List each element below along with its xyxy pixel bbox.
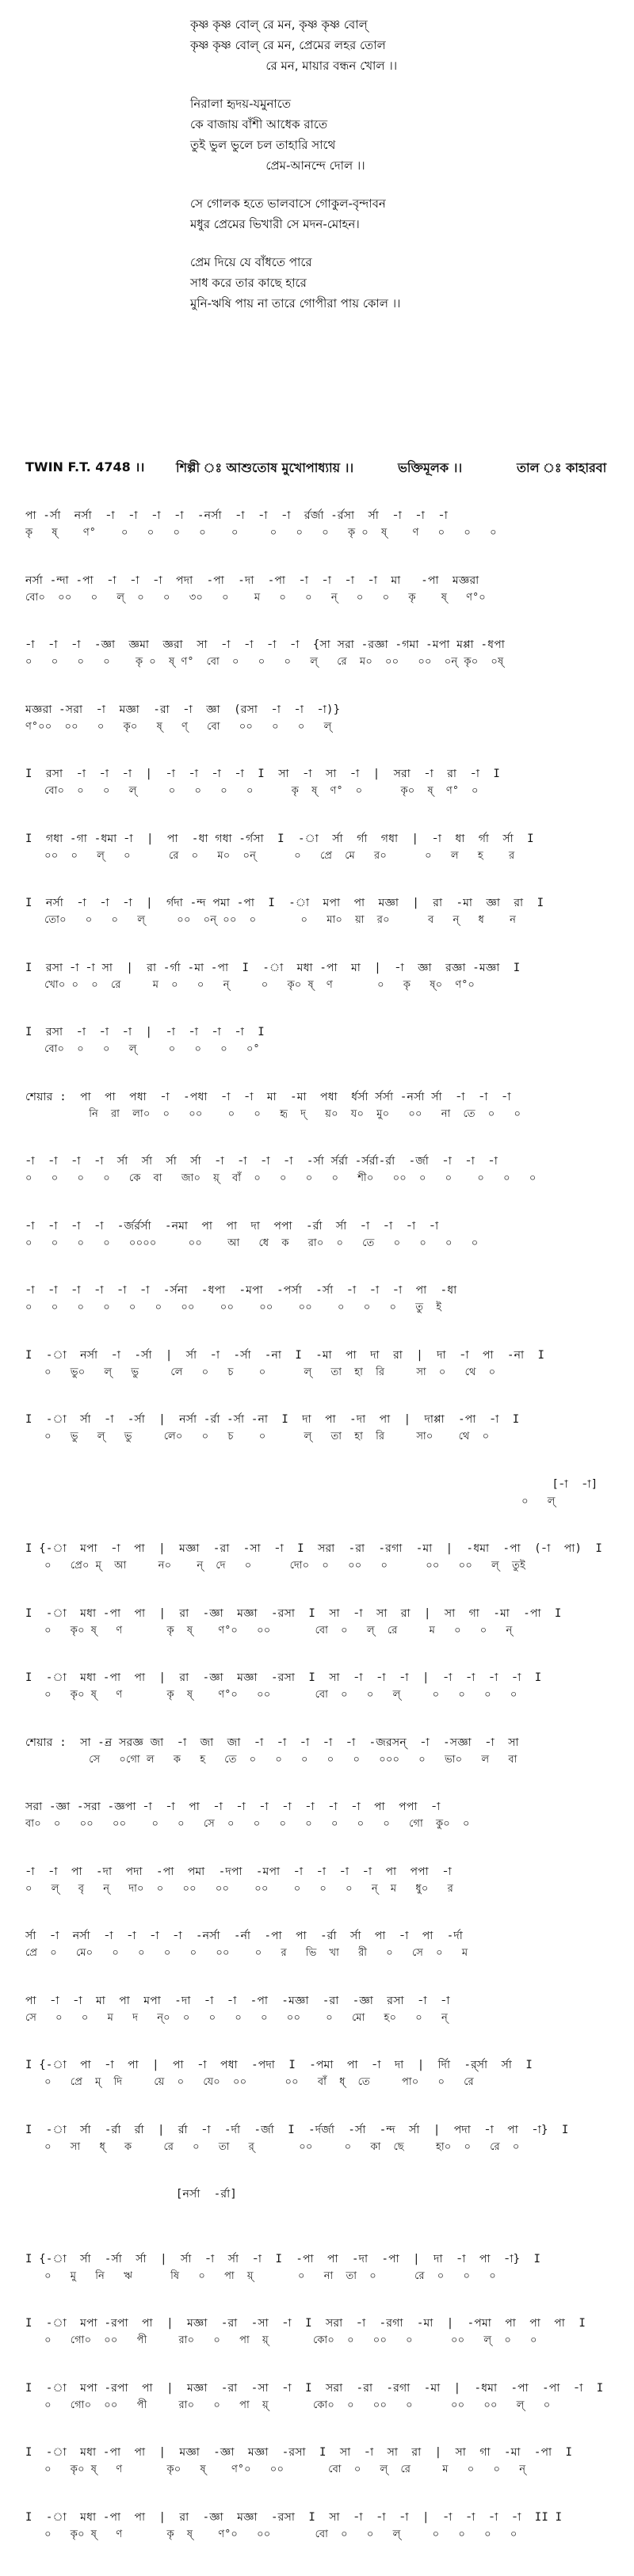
syllable-row: ০ কৃ০ ষ্ ণ কৃ০ ষ্ ণ°০ ০০ বো ০ ল্ রে ম ০ ০ ন্ <box>25 2464 526 2475</box>
notation-block <box>25 1282 612 1317</box>
notation-block <box>25 2444 612 2479</box>
swaralipi-row: I -া মপা -রপা পা | মজ্ঞা -রা -সা -া I সরা -া -রগা -মা | -পমা পা পা পা I <box>25 2317 586 2330</box>
notation-block <box>25 2315 612 2349</box>
notation-block <box>25 1992 612 2027</box>
syllable-row: ০ ভু০ ল্ ভু লে ০ চ ০ ল্ তা হা রি সা ০ থে ০ <box>25 1366 496 1378</box>
syllable-row: ০ প্রে ম্ দি য়ে ০ যে০ ০০ ০০ বাঁ ধ্ তে পা০ ০ রে <box>25 2076 474 2088</box>
lyrics-stanza <box>190 252 602 314</box>
lyric-line: নিরালা হৃদয়-যমুনাতে <box>190 97 292 111</box>
notation-block <box>25 1863 612 1898</box>
notation-block <box>25 1927 612 1962</box>
notation-block <box>25 507 612 542</box>
swaralipi-row: I {-া র্সা -র্সা র্সা | র্সা -া র্সা -া I -পা পা -দা -পা | দা -া পা -া} I <box>25 2252 541 2265</box>
notation-block <box>25 1023 612 1058</box>
artist-credit: শিল্পী ঃ আশুতোষ মুখোপাধ্যায় ।। <box>176 460 354 475</box>
syllable-row: নি রা লা০ ০ ০০ ০ ০ হৃ দ্ য়০ য০ মু০ ০০ না তে ০ ০ <box>25 1107 521 1120</box>
syllable-row: ণ°০০ ০০ ০ কৃ০ ষ্ ণ্ বো ০০ ০ ০ ল্ <box>25 720 332 733</box>
notation-block <box>25 2056 612 2091</box>
swaralipi-row: I -া মধা -পা পা | রা -জ্ঞা মজ্ঞা -রসা I সা -া সা রা | সা গা -মা -পা I <box>25 1606 562 1620</box>
swaralipi-row: I রসা -া -া -া | -া -া -া -া I <box>25 1026 265 1038</box>
syllable-row: সে ০ ০ ম দ ন্০ ০ ০ ০ ০ ০০ ০ মো হ০ ০ ন্ <box>25 2011 448 2024</box>
syllable-row: ০ সা ধ্ ক রে ০ তা র্ ০০ ০ কা ছে হা০ ০ রে ০ <box>25 2140 520 2153</box>
lyric-line: সাধ করে তার কাছে হারে <box>190 276 307 290</box>
swaralipi-row: I {-া মপা -া পা | মজ্ঞা -রা -সা -া I সরা -রা -রগা -মা | -ধমা -পা (-া পা) I <box>25 1542 603 1555</box>
swaralipi-row: -া -া -া -া -া -া -র্সনা -ধপা -মপা -পর্সা -র্সা -া -া -া পা -ধা <box>25 1284 457 1297</box>
syllable-row: ০ ০ ০ ০ ০০০০ ০০ আ ধে ক রা০ ০ তে ০ ০ ০ ০ <box>25 1237 479 1249</box>
swaralipi-row: পা -া -া মা পা মপা -দা -া -া -পা -মজ্ঞা -রা -জ্ঞা রসা -া -া <box>25 1994 450 2007</box>
notation-block <box>25 1605 612 1640</box>
notation-block <box>25 1669 612 1704</box>
syllable-row: সে ০গো ল ক হ তে ০ ০ ০ ০ ০ ০০০ ০ ভা০ ল বা <box>25 1753 518 1766</box>
syllable-row: ০ ০ ০ ০ ০ ০ ০০ ০০ ০০ ০০ ০ ০ ০ তু ই <box>25 1301 442 1313</box>
swaralipi-row: I -া র্সা -া -র্সা | নর্সা -র্রা -র্সা -না I দা পা -দা পা | দাপ্পা -পা -া I <box>25 1413 520 1426</box>
swaralipi-row: I -া নর্সা -া -র্সা | র্সা -া -র্সা -না I -মা পা দা রা | দা -া পা -না I <box>25 1348 545 1362</box>
notation-block <box>25 2250 612 2285</box>
swaralipi-row: I {-া পা -া পা | পা -া পধা -পদা I -পমা পা -া দা | র্দিা -র্র্সা র্সা I <box>25 2059 533 2071</box>
syllable-row: ০০ ০ ল্ ০ রে ০ ম০ ০ন্ ০ প্রে মে র০ ০ ল হ র <box>25 849 515 862</box>
swaralipi-row: -া -া -া -জ্ঞা জ্ঞমা জ্ঞরা সা -া -া -া -া {সা সরা -রজ্ঞা -গমা -মপা মপ্পা -ধপা <box>25 638 505 651</box>
syllable-row: ০ ল্ <box>25 1495 556 1507</box>
syllable-row: কৃ ষ্ ণ° ০ ০ ০ ০ ০ ০ ০ ০ কৃ ০ ষ্ ণ ০ ০ ০ <box>25 527 497 539</box>
notation-block <box>25 1411 612 1446</box>
notation-block <box>25 636 612 671</box>
notation-block <box>25 2185 612 2203</box>
swaralipi-row: শেয়ার : সা -ন্র সরজ্ঞ জা -া জা জা -া -া -া -া -া -জরসন্ -া -সজ্ঞা -া সা <box>25 1736 519 1749</box>
swaralipi-row: I গধা -গা -ধমা -া | পা -ধা গধা -র্গসা I -া র্সা র্গা গধা | -া ধা র্গা র্সা I <box>25 832 534 845</box>
syllable-row: বো০ ০ ০ ল্ ০ ০ ০ ০ কৃ ষ্ ণ° ০ কৃ০ ষ্ ণ° ০ <box>25 785 479 797</box>
lyrics-stanza <box>190 93 602 176</box>
lyric-line: রে মন, মায়ার বন্ধন খোল ।। <box>190 59 398 73</box>
swaralipi-row: শেয়ার : পা পা পধা -া -পধা -া -া মা -মা পধা র্ধর্সা র্সর্সা -নর্সা র্সা -া -া -া <box>25 1090 511 1103</box>
swaralipi-row: I -া মপা -রপা পা | মজ্ঞা -রা -সা -া I সরা -রা -রগা -মা | -ধমা -পা -পা -া I <box>25 2381 604 2395</box>
swaralipi-row: নর্সা -ন্দা -পা -া -া -া পদা -পা -দা -পা -া -া -া -া মা -পা মজ্ঞরা <box>25 574 479 587</box>
notation-block <box>25 1476 612 1511</box>
notation-block <box>25 959 612 994</box>
syllable-row: ০ ০ ০ ০ কৃ ০ ষ্ ণ° বো ০ ০ ০ ল্ রে ম০ ০০ ০০ ০ন্ কৃ০ ০ষ্ <box>25 656 504 668</box>
swaralipi-row: I -া মধা -পা পা | মজ্ঞা -জ্ঞা মজ্ঞা -রসা I সা -া সা রা | সা গা -মা -পা I <box>25 2446 573 2459</box>
swaralipi-row: I -া র্সা -র্রা র্রা | র্রা -া -র্দা -র্জা I -র্দর্জা -র্সা -ন্দ র্সা | পদা -া পা -া} I <box>25 2123 569 2136</box>
syllable-row: ০ প্রে০ ম্ আ ন০ ন্ দে ০ দো০ ০ ০০ ০ ০০ ০০ ল্ তুই <box>25 1560 525 1572</box>
swaralipi-row: I নর্সা -া -া -া | র্গদা -ন্দ পমা -পা I -া মপা পা মজ্ঞা | রা -মা জ্ঞা রা I <box>25 897 544 909</box>
syllable-row: ০ ০ ০ ০ কে বা জা০ য়্ বাঁ ০ ০ ০ ০ শী০ ০০ ০ ০ ০ ০ ০ <box>25 1172 537 1184</box>
lyrics-stanza <box>190 193 602 234</box>
record-header <box>25 458 612 482</box>
notation-block <box>25 2380 612 2414</box>
swaralipi-row: I -া মধা -পা পা | রা -জ্ঞা মজ্ঞা -রসা I সা -া -া -া | -া -া -া -া I <box>25 1671 542 1684</box>
record-code: TWIN F.T. 4748 ।। <box>25 459 145 474</box>
lyric-line: কৃষ্ণ কৃষ্ণ বোল্ রে মন, প্রেমের লহর তোল <box>190 38 386 52</box>
syllable-row: খো০ ০ ০ রে ম ০ ০ ন্ ০ কৃ০ ষ্ ণ ০ কৃ ষ্০ ণ°০ <box>25 978 476 991</box>
syllable-row: ০ গো০ ০০ পী রা০ ০ পা য়্ কো০ ০ ০০ ০ ০০ ০০ ল্ ০ <box>25 2399 551 2411</box>
notation-block <box>25 1540 612 1575</box>
syllable-row: ০ কৃ০ ষ্ ণ কৃ ষ্ ণ°০ ০০ বো ০ ০ ল্ ০ ০ ০ ০ <box>25 1689 518 1701</box>
lyric-line: কে বাজায় বাঁশী আধেক রাতে <box>190 117 328 131</box>
notation-block <box>25 1798 612 1833</box>
lyric-line: মুনি-ঋষি পায় না তারে গোপীরা পায় কোল ।। <box>190 296 401 311</box>
notation-block <box>25 830 612 865</box>
swaralipi-row: [-া -া] <box>25 1477 598 1491</box>
swaralipi-row: -া -া পা -দা পদা -পা পমা -দপা -মপা -া -া -া -া পা পপা -া <box>25 1865 452 1878</box>
notation-block <box>25 1347 612 1381</box>
lyric-line: সে গোলক হতে ভালবাসে গোকুল-বৃন্দাবন <box>190 196 386 211</box>
swaralipi-row: সরা -জ্ঞা -সরা -জ্ঞপা -া -া পা -া -া -া -া -া -া -া পা পপা -া <box>25 1801 441 1813</box>
lyric-line: কৃষ্ণ কৃষ্ণ বোল্ রে মন, কৃষ্ণ কৃষ্ণ বোল্ <box>190 17 368 32</box>
syllable-row: তো০ ০ ০ ল্ ০০ ০ন্ ০০ ০ ০ মা০ য়া র০ ব ন্ ধ ন <box>25 914 517 926</box>
syllable-row: ০ ভু ল্ ভু লে০ ০ চ ০ ল্ তা হা রি সা০ থে ০ <box>25 1431 490 1442</box>
syllable-row: প্রে ০ মে০ ০ ০ ০ ০ ০০ ০ র ভি খা রী ০ সে ০ ম <box>25 1947 468 1959</box>
notation-block <box>25 2509 612 2544</box>
syllable-row: বো০ ০ ০ ল্ ০ ০ ০ ০° <box>25 1043 260 1055</box>
lyrics-stanza <box>190 14 602 76</box>
notation-block <box>25 894 612 929</box>
lyric-line: তুই ভুল ভুলে চল তাহারি সাথে <box>190 138 336 152</box>
swaralipi-row: [নর্সা -র্রা] <box>25 2188 238 2201</box>
notation-block <box>25 1088 612 1123</box>
notation-block <box>25 1153 612 1187</box>
notation-block <box>25 701 612 736</box>
notation-block <box>25 1218 612 1252</box>
lyrics-section <box>190 14 602 331</box>
tala-label: তাল ঃ কাহারবা <box>517 460 607 475</box>
notation-block <box>25 572 612 607</box>
syllable-row: বো০ ০০ ০ ল্ ০ ০ ৩০ ০ ম ০ ০ ন্ ০ ০ কৃ ষ্ ণ°০ <box>25 591 486 604</box>
syllable-row: ০ মু নি ঋ ষি ০ পা য়্ ০ না তা ০ রে ০ ০ ০ <box>25 2269 496 2282</box>
syllable-row: ০ কৃ০ ষ্ ণ কৃ ষ্ ণ°০ ০০ বো ০ ০ ল্ ০ ০ ০ ০ <box>25 2528 518 2540</box>
swaralipi-row: র্সা -া নর্সা -া -া -া -া -নর্সা -র্না -পা পা -র্রা র্সা পা -া পা -র্দা <box>25 1930 463 1942</box>
lyric-line: প্রেম দিয়ে যে বাঁধতে পারে <box>190 255 312 269</box>
swaralipi-row: I রসা -া -া -া | -া -া -া -া I সা -া সা -া | সরা -া রা -া I <box>25 768 501 780</box>
swaralipi-row: পা -র্সা নর্সা -া -া -া -া -নর্সা -া -া -া র্রর্জা -র্রসা র্সা -া -া -া <box>25 509 448 522</box>
genre-label: ভক্তিমূলক ।। <box>398 460 463 475</box>
swaralipi-row: -া -া -া -া -র্জর্রর্সা -নমা পা পা দা পপা -র্রা র্সা -া -া -া -া <box>25 1219 439 1233</box>
swaralipi-row: I রসা -া -া সা | রা -র্গা -মা -পা I -া মধা -পা মা | -া জ্ঞা রজ্ঞা -মজ্ঞা I <box>25 961 521 974</box>
syllable-row: ০ ল্ বৃ ন্ দা০ ০ ০০ ০০ ০০ ০ ০ ০ ন্ ম ধু০ র <box>25 1882 453 1895</box>
syllable-row: ০ কৃ০ ষ্ ণ কৃ ষ্ ণ°০ ০০ বো ০ ল্ রে ম ০ ০ ন্ <box>25 1624 513 1637</box>
notation-block <box>25 1734 612 1769</box>
syllable-row: ০ গো০ ০০ পী রা০ ০ পা য়্ কো০ ০ ০০ ০ ০০ ল্ ০ ০ <box>25 2334 537 2346</box>
swaralipi-row: মজ্ঞরা -সরা -া মজ্ঞা -রা -া জ্ঞা (রসা -া -া -া)} <box>25 703 341 716</box>
swaralipi-row: -া -া -া -া র্সা র্সা র্সা র্সা -া -া -া -া -র্সা র্সর্রা -র্সর্রা-র্রা -র্জা -া -া -া <box>25 1155 498 1168</box>
swaralipi-row: I -া মধা -পা পা | রা -জ্ঞা মজ্ঞা -রসা I সা -া -া -া | -া -া -া -া II I <box>25 2510 563 2524</box>
notation-block <box>25 2121 612 2156</box>
lyric-line: মধুর প্রেমের ভিখারী সে মদন-মোহন। <box>190 217 360 231</box>
syllable-row: বা০ ০ ০০ ০০ ০ ০ সে ০ ০ ০ ০ ০ ০ ০ গো কু০ ০ <box>25 1818 470 1830</box>
lyric-line: প্রেম-আনন্দে দোল ।। <box>190 158 365 173</box>
notation-block <box>25 765 612 800</box>
